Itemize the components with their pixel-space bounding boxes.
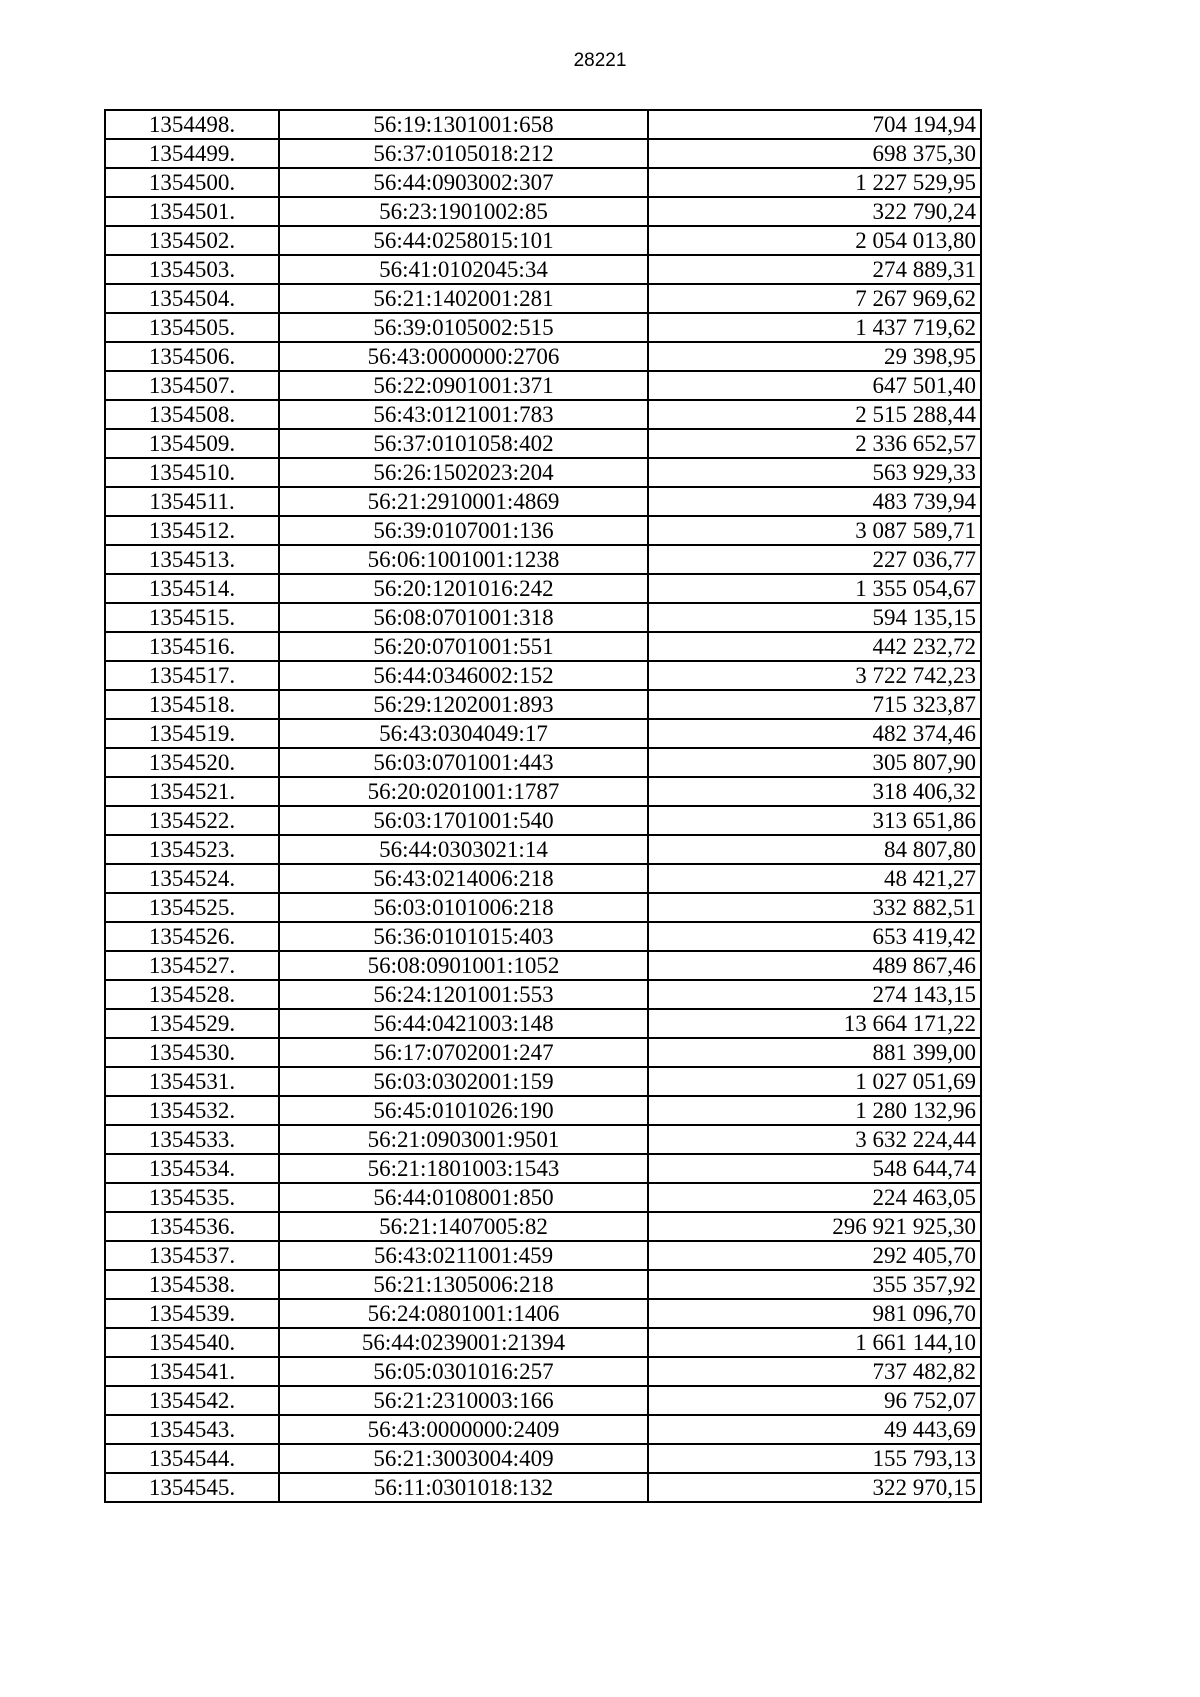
row-number-cell: 1354537.	[105, 1241, 279, 1270]
cadastral-number-cell: 56:44:0108001:850	[279, 1183, 648, 1212]
cadastral-number-cell: 56:43:0304049:17	[279, 719, 648, 748]
table-body	[105, 110, 981, 1502]
table-row	[105, 1038, 981, 1067]
cadastral-value-cell: 49 443,69	[648, 1415, 981, 1444]
row-number-cell: 1354507.	[105, 371, 279, 400]
row-number-cell: 1354520.	[105, 748, 279, 777]
table-row	[105, 1415, 981, 1444]
row-number-cell: 1354510.	[105, 458, 279, 487]
cadastral-number-cell: 56:08:0701001:318	[279, 603, 648, 632]
cadastral-value-cell: 881 399,00	[648, 1038, 981, 1067]
cadastral-value-cell: 2 515 288,44	[648, 400, 981, 429]
cadastral-number-cell: 56:43:0211001:459	[279, 1241, 648, 1270]
cadastral-number-cell: 56:21:2310003:166	[279, 1386, 648, 1415]
cadastral-number-cell: 56:03:0701001:443	[279, 748, 648, 777]
cadastral-number-cell: 56:20:1201016:242	[279, 574, 648, 603]
cadastral-value-cell: 224 463,05	[648, 1183, 981, 1212]
row-number-cell: 1354503.	[105, 255, 279, 284]
cadastral-number-cell: 56:45:0101026:190	[279, 1096, 648, 1125]
cadastral-value-cell: 715 323,87	[648, 690, 981, 719]
cadastral-value-cell: 3 722 742,23	[648, 661, 981, 690]
cadastral-number-cell: 56:43:0000000:2409	[279, 1415, 648, 1444]
table-row	[105, 748, 981, 777]
cadastral-value-cell: 274 143,15	[648, 980, 981, 1009]
table-row	[105, 516, 981, 545]
table-row	[105, 1473, 981, 1502]
table-row	[105, 922, 981, 951]
table-row	[105, 603, 981, 632]
cadastral-value-cell: 489 867,46	[648, 951, 981, 980]
cadastral-value-cell: 322 970,15	[648, 1473, 981, 1502]
row-number-cell: 1354501.	[105, 197, 279, 226]
cadastral-value-cell: 292 405,70	[648, 1241, 981, 1270]
cadastral-number-cell: 56:36:0101015:403	[279, 922, 648, 951]
row-number-cell: 1354539.	[105, 1299, 279, 1328]
table-row	[105, 255, 981, 284]
cadastral-number-cell: 56:21:1801003:1543	[279, 1154, 648, 1183]
cadastral-value-cell: 332 882,51	[648, 893, 981, 922]
cadastral-number-cell: 56:44:0258015:101	[279, 226, 648, 255]
cadastral-number-cell: 56:03:1701001:540	[279, 806, 648, 835]
row-number-cell: 1354509.	[105, 429, 279, 458]
cadastral-number-cell: 56:17:0702001:247	[279, 1038, 648, 1067]
table-row	[105, 1125, 981, 1154]
table-row	[105, 168, 981, 197]
cadastral-value-cell: 653 419,42	[648, 922, 981, 951]
table-row	[105, 980, 981, 1009]
row-number-cell: 1354524.	[105, 864, 279, 893]
table-row	[105, 1241, 981, 1270]
table-row	[105, 777, 981, 806]
row-number-cell: 1354506.	[105, 342, 279, 371]
table-row	[105, 139, 981, 168]
table-row	[105, 951, 981, 980]
row-number-cell: 1354527.	[105, 951, 279, 980]
table-row	[105, 400, 981, 429]
cadastral-number-cell: 56:39:0107001:136	[279, 516, 648, 545]
cadastral-value-cell: 482 374,46	[648, 719, 981, 748]
row-number-cell: 1354535.	[105, 1183, 279, 1212]
cadastral-value-cell: 155 793,13	[648, 1444, 981, 1473]
row-number-cell: 1354526.	[105, 922, 279, 951]
cadastral-value-cell: 305 807,90	[648, 748, 981, 777]
row-number-cell: 1354538.	[105, 1270, 279, 1299]
cadastral-value-cell: 1 027 051,69	[648, 1067, 981, 1096]
table-row	[105, 313, 981, 342]
cadastral-value-cell: 322 790,24	[648, 197, 981, 226]
cadastral-number-cell: 56:24:0801001:1406	[279, 1299, 648, 1328]
cadastral-number-cell: 56:37:0105018:212	[279, 139, 648, 168]
cadastral-number-cell: 56:03:0101006:218	[279, 893, 648, 922]
row-number-cell: 1354541.	[105, 1357, 279, 1386]
table-row	[105, 429, 981, 458]
cadastral-value-cell: 227 036,77	[648, 545, 981, 574]
row-number-cell: 1354530.	[105, 1038, 279, 1067]
cadastral-number-cell: 56:21:1305006:218	[279, 1270, 648, 1299]
table-row	[105, 1067, 981, 1096]
row-number-cell: 1354513.	[105, 545, 279, 574]
cadastral-number-cell: 56:39:0105002:515	[279, 313, 648, 342]
row-number-cell: 1354498.	[105, 110, 279, 139]
row-number-cell: 1354528.	[105, 980, 279, 1009]
cadastral-value-cell: 981 096,70	[648, 1299, 981, 1328]
table-row	[105, 1357, 981, 1386]
cadastral-value-cell: 96 752,07	[648, 1386, 981, 1415]
cadastral-value-cell: 1 355 054,67	[648, 574, 981, 603]
row-number-cell: 1354545.	[105, 1473, 279, 1502]
table-row	[105, 1009, 981, 1038]
cadastral-number-cell: 56:23:1901002:85	[279, 197, 648, 226]
row-number-cell: 1354523.	[105, 835, 279, 864]
table-row	[105, 1096, 981, 1125]
table-row	[105, 1270, 981, 1299]
row-number-cell: 1354504.	[105, 284, 279, 313]
cadastral-value-cell: 3 087 589,71	[648, 516, 981, 545]
row-number-cell: 1354499.	[105, 139, 279, 168]
cadastral-number-cell: 56:06:1001001:1238	[279, 545, 648, 574]
cadastral-value-cell: 48 421,27	[648, 864, 981, 893]
table-row	[105, 110, 981, 139]
table-row	[105, 864, 981, 893]
cadastral-number-cell: 56:21:3003004:409	[279, 1444, 648, 1473]
cadastral-value-cell: 563 929,33	[648, 458, 981, 487]
cadastral-number-cell: 56:44:0346002:152	[279, 661, 648, 690]
cadastral-number-cell: 56:44:0303021:14	[279, 835, 648, 864]
cadastral-number-cell: 56:26:1502023:204	[279, 458, 648, 487]
row-number-cell: 1354502.	[105, 226, 279, 255]
cadastral-value-cell: 698 375,30	[648, 139, 981, 168]
row-number-cell: 1354521.	[105, 777, 279, 806]
row-number-cell: 1354543.	[105, 1415, 279, 1444]
page-number: 28221	[573, 50, 627, 71]
table-row	[105, 458, 981, 487]
cadastral-number-cell: 56:11:0301018:132	[279, 1473, 648, 1502]
row-number-cell: 1354525.	[105, 893, 279, 922]
cadastral-value-cell: 594 135,15	[648, 603, 981, 632]
cadastral-number-cell: 56:29:1202001:893	[279, 690, 648, 719]
row-number-cell: 1354508.	[105, 400, 279, 429]
cadastral-value-cell: 1 280 132,96	[648, 1096, 981, 1125]
row-number-cell: 1354533.	[105, 1125, 279, 1154]
row-number-cell: 1354512.	[105, 516, 279, 545]
cadastral-number-cell: 56:05:0301016:257	[279, 1357, 648, 1386]
cadastral-value-cell: 483 739,94	[648, 487, 981, 516]
cadastral-value-cell: 442 232,72	[648, 632, 981, 661]
table-row	[105, 661, 981, 690]
cadastral-value-cell: 737 482,82	[648, 1357, 981, 1386]
table-row	[105, 835, 981, 864]
cadastral-number-cell: 56:20:0701001:551	[279, 632, 648, 661]
row-number-cell: 1354500.	[105, 168, 279, 197]
row-number-cell: 1354522.	[105, 806, 279, 835]
table-row	[105, 1212, 981, 1241]
cadastral-value-cell: 7 267 969,62	[648, 284, 981, 313]
row-number-cell: 1354534.	[105, 1154, 279, 1183]
row-number-cell: 1354519.	[105, 719, 279, 748]
row-number-cell: 1354517.	[105, 661, 279, 690]
row-number-cell: 1354515.	[105, 603, 279, 632]
table-row	[105, 690, 981, 719]
table-row	[105, 1386, 981, 1415]
row-number-cell: 1354531.	[105, 1067, 279, 1096]
table-row	[105, 545, 981, 574]
cadastral-number-cell: 56:37:0101058:402	[279, 429, 648, 458]
cadastral-value-cell: 548 644,74	[648, 1154, 981, 1183]
cadastral-number-cell: 56:21:2910001:4869	[279, 487, 648, 516]
row-number-cell: 1354505.	[105, 313, 279, 342]
cadastral-value-cell: 3 632 224,44	[648, 1125, 981, 1154]
row-number-cell: 1354514.	[105, 574, 279, 603]
table-row	[105, 371, 981, 400]
table-row	[105, 487, 981, 516]
table-row	[105, 197, 981, 226]
row-number-cell: 1354516.	[105, 632, 279, 661]
cadastral-value-cell: 274 889,31	[648, 255, 981, 284]
row-number-cell: 1354540.	[105, 1328, 279, 1357]
table-row	[105, 1183, 981, 1212]
cadastral-value-cell: 647 501,40	[648, 371, 981, 400]
cadastral-number-cell: 56:44:0421003:148	[279, 1009, 648, 1038]
cadastral-number-cell: 56:44:0903002:307	[279, 168, 648, 197]
row-number-cell: 1354529.	[105, 1009, 279, 1038]
cadastral-value-cell: 2 336 652,57	[648, 429, 981, 458]
cadastral-number-cell: 56:44:0239001:21394	[279, 1328, 648, 1357]
row-number-cell: 1354532.	[105, 1096, 279, 1125]
row-number-cell: 1354542.	[105, 1386, 279, 1415]
cadastral-number-cell: 56:20:0201001:1787	[279, 777, 648, 806]
table-row	[105, 574, 981, 603]
table-row	[105, 1154, 981, 1183]
row-number-cell: 1354511.	[105, 487, 279, 516]
cadastral-value-cell: 318 406,32	[648, 777, 981, 806]
cadastral-number-cell: 56:21:1407005:82	[279, 1212, 648, 1241]
cadastral-number-cell: 56:24:1201001:553	[279, 980, 648, 1009]
table-row	[105, 342, 981, 371]
cadastral-number-cell: 56:22:0901001:371	[279, 371, 648, 400]
cadastral-number-cell: 56:43:0000000:2706	[279, 342, 648, 371]
table-row	[105, 806, 981, 835]
cadastral-number-cell: 56:41:0102045:34	[279, 255, 648, 284]
row-number-cell: 1354536.	[105, 1212, 279, 1241]
cadastral-number-cell: 56:21:0903001:9501	[279, 1125, 648, 1154]
cadastral-number-cell: 56:21:1402001:281	[279, 284, 648, 313]
table-row	[105, 284, 981, 313]
cadastral-number-cell: 56:43:0121001:783	[279, 400, 648, 429]
cadastral-value-cell: 2 054 013,80	[648, 226, 981, 255]
table-row	[105, 719, 981, 748]
cadastral-value-cell: 313 651,86	[648, 806, 981, 835]
cadastral-value-cell: 704 194,94	[648, 110, 981, 139]
cadastral-value-cell: 1 227 529,95	[648, 168, 981, 197]
table-row	[105, 632, 981, 661]
table-row	[105, 893, 981, 922]
cadastral-value-cell: 1 437 719,62	[648, 313, 981, 342]
table-row	[105, 1328, 981, 1357]
cadastral-value-cell: 1 661 144,10	[648, 1328, 981, 1357]
cadastral-value-cell: 29 398,95	[648, 342, 981, 371]
cadastral-number-cell: 56:03:0302001:159	[279, 1067, 648, 1096]
cadastral-number-cell: 56:19:1301001:658	[279, 110, 648, 139]
cadastral-number-cell: 56:08:0901001:1052	[279, 951, 648, 980]
row-number-cell: 1354544.	[105, 1444, 279, 1473]
cadastral-value-table	[104, 109, 982, 1503]
table-row	[105, 1299, 981, 1328]
row-number-cell: 1354518.	[105, 690, 279, 719]
cadastral-value-cell: 84 807,80	[648, 835, 981, 864]
cadastral-value-cell: 355 357,92	[648, 1270, 981, 1299]
table-row	[105, 1444, 981, 1473]
table-row	[105, 226, 981, 255]
cadastral-number-cell: 56:43:0214006:218	[279, 864, 648, 893]
cadastral-value-cell: 13 664 171,22	[648, 1009, 981, 1038]
cadastral-value-cell: 296 921 925,30	[648, 1212, 981, 1241]
